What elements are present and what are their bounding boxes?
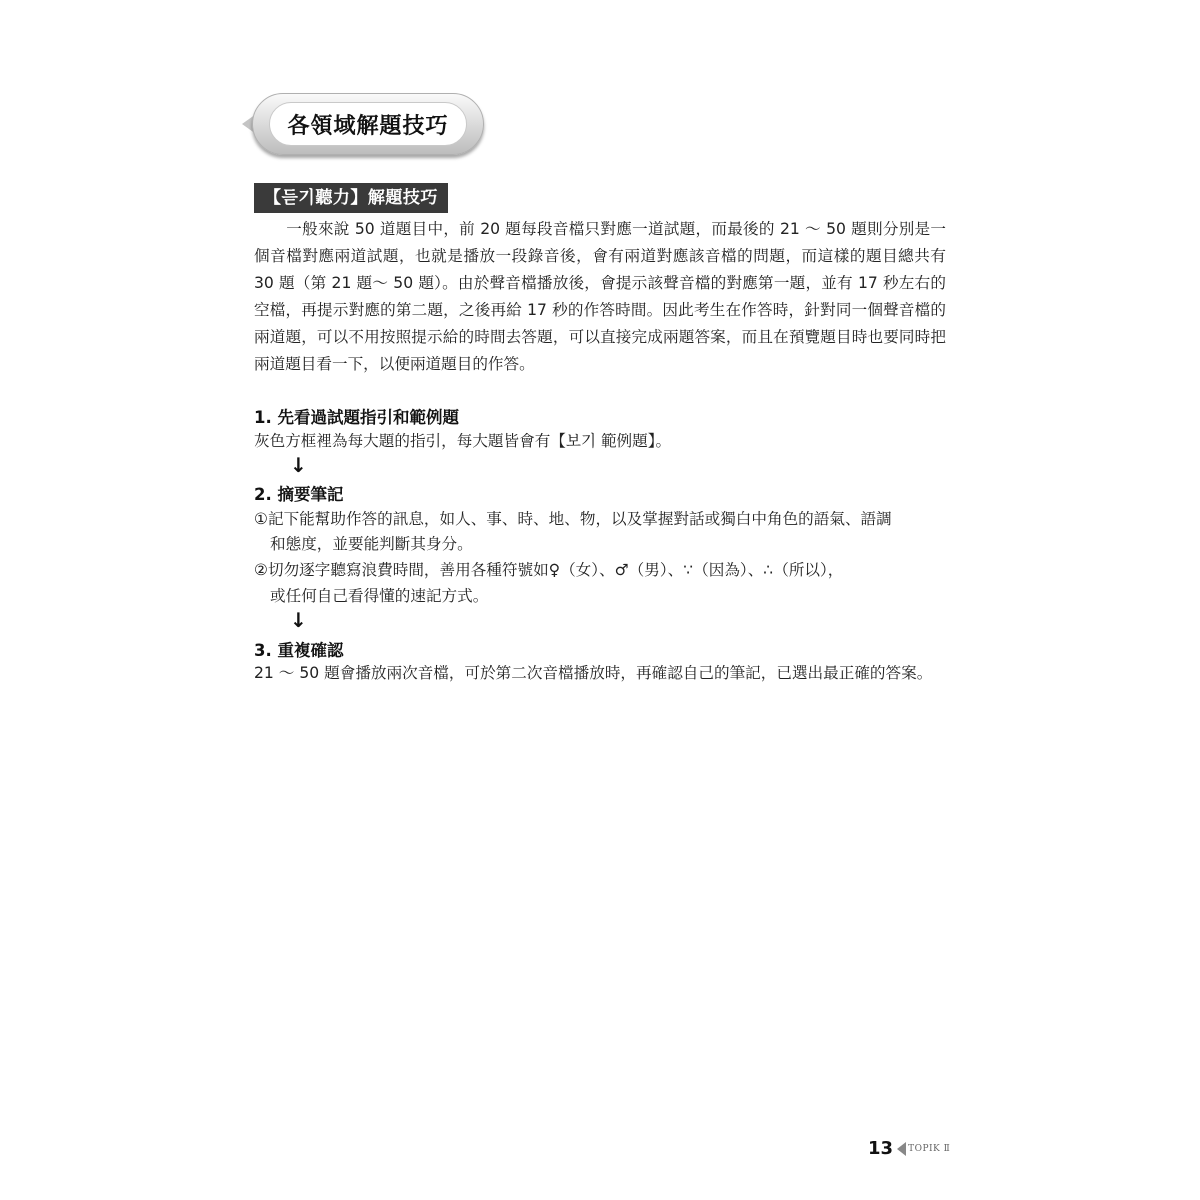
intro-paragraph-text: 一般來說 50 道題目中，前 20 題每段音檔只對應一道試題，而最後的 21 ～ 50 題則分別是一個音檔對應兩道試題，也就是播放一段錄音後，會有兩道對應該音檔的問題，而這樣的題目總共有 30 題（第 21 題～ 50 題）。由於聲音檔播放後，會提示該聲音檔的對應第一題，並有 17 秒左右的空檔，再提示對應的第二題，之後再給 17 秒的作答時間。因此考生在作答時，針對同一個聲音檔的兩道題，可以不用按照提示給的時間去答題，可以直接完成兩題答案，而且在預覽題目時也要同時把兩道題目看一下，以便兩道題目的作答。 — [254, 220, 946, 373]
step-1-heading: 1. 先看過試題指引和範例題 — [254, 408, 459, 427]
section-label: 【듣기聽力】解題技巧 — [254, 183, 448, 213]
page-title: 各領域解題技巧 — [269, 102, 467, 146]
chevron-left-icon — [897, 1142, 906, 1156]
step-2-line-1: ①記下能幫助作答的訊息，如人、事、時、地、物，以及掌握對話或獨白中角色的語氣、語調 — [254, 510, 892, 528]
brand-label: TOPIK Ⅱ — [908, 1143, 951, 1154]
step-2-line-2: 和態度，並要能判斷其身分。 — [270, 535, 473, 553]
chapter-title-badge — [252, 93, 484, 161]
step-2-line-4: 或任何自己看得懂的速記方式。 — [270, 587, 489, 605]
step-2-line-3: ②切勿逐字聽寫浪費時間，善用各種符號如♀（女）、♂（男）、∵（因為）、∴（所以）， — [254, 561, 844, 579]
down-arrow-icon: ↓ — [290, 608, 307, 632]
intro-paragraph — [254, 216, 946, 378]
title-badge-frame — [252, 93, 484, 155]
step-2-heading: 2. 摘要筆記 — [254, 485, 344, 504]
step-1-text: 灰色方框裡為每大題的指引，每大題皆會有【보기 範例題】。 — [254, 432, 672, 450]
down-arrow-icon: ↓ — [290, 453, 307, 477]
step-3-text: 21 ～ 50 題會播放兩次音檔，可於第二次音檔播放時，再確認自己的筆記，已選出最正確的答案。 — [254, 664, 933, 682]
step-3-heading: 3. 重複確認 — [254, 641, 344, 660]
page-number: 13 — [868, 1138, 894, 1159]
page-footer — [868, 1138, 950, 1159]
